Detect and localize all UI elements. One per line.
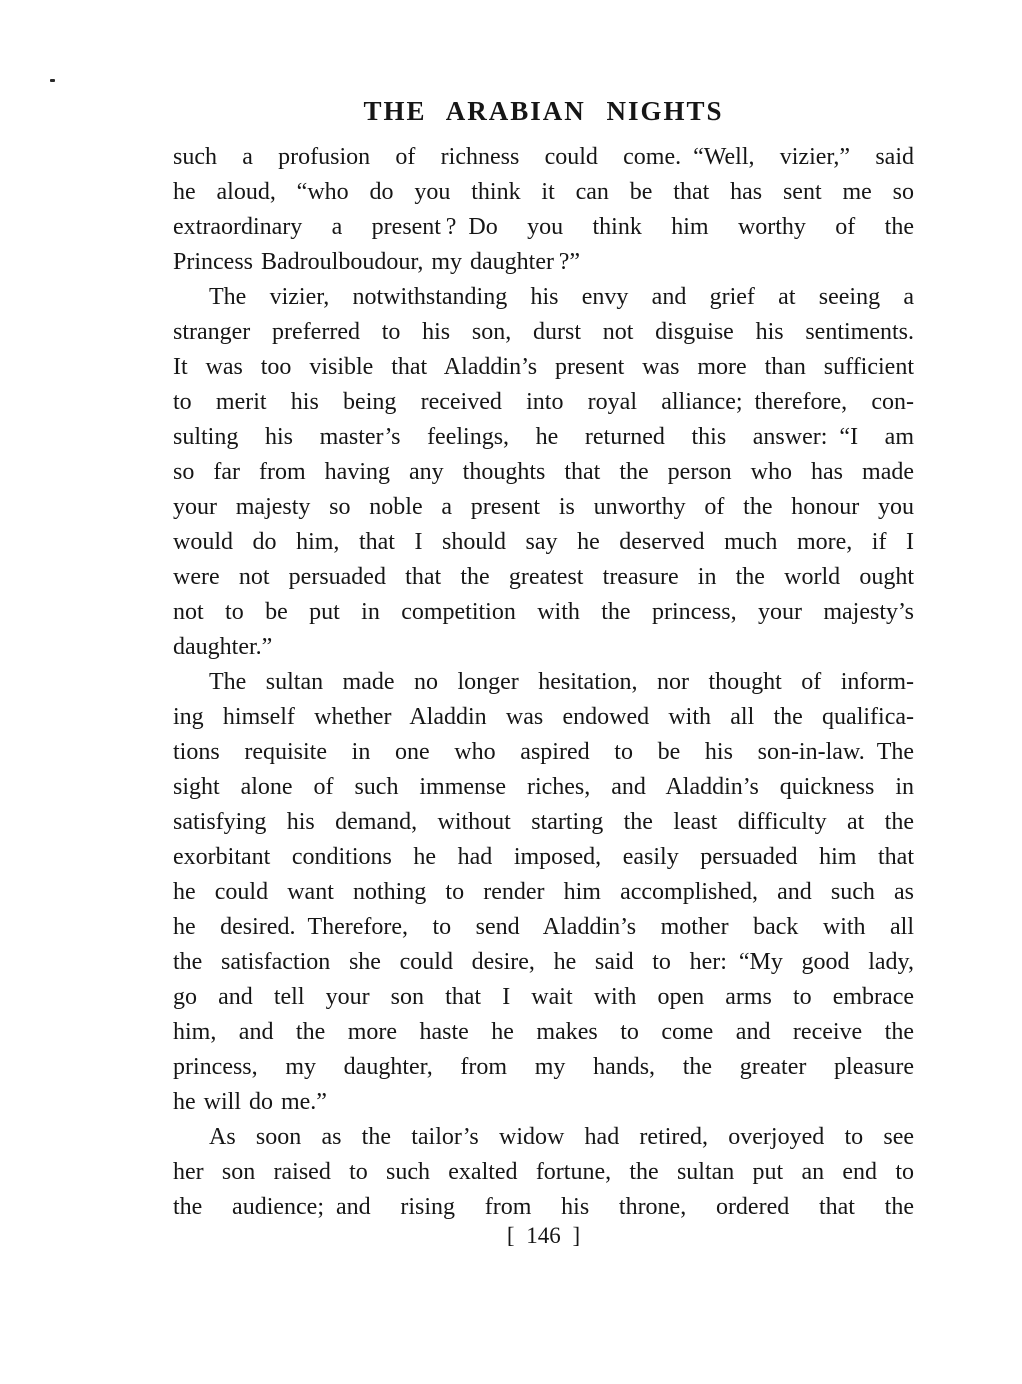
page-number: [ 146 ] bbox=[506, 1223, 581, 1248]
text-line: so far from having any thoughts that the person who has made bbox=[173, 459, 914, 485]
paragraph bbox=[173, 1120, 914, 1225]
text-line: It was too visible that Aladdin’s present was more than sufficient bbox=[173, 354, 914, 380]
text-line: go and tell your son that I wait with open arms to embrace bbox=[173, 984, 914, 1010]
text-line: tions requisite in one who aspired to be his son-in-law. The bbox=[173, 739, 914, 765]
text-line: he could want nothing to render him accomplished, and such as bbox=[173, 879, 914, 905]
page-title: THE ARABIAN NIGHTS bbox=[363, 96, 724, 126]
page-speck-artifact bbox=[50, 79, 55, 82]
text-line: her son raised to such exalted fortune, the sultan put an end to bbox=[173, 1159, 914, 1185]
text-line: daughter.” bbox=[173, 634, 273, 660]
text-line: exorbitant conditions he had imposed, easily persuaded him that bbox=[173, 844, 914, 870]
text-line: stranger preferred to his son, durst not disguise his sentiments. bbox=[173, 319, 914, 345]
text-line: sight alone of such immense riches, and Aladdin’s quickness in bbox=[173, 774, 914, 800]
text-line: As soon as the tailor’s widow had retired, overjoyed to see bbox=[209, 1124, 914, 1150]
text-line: would do him, that I should say he deserved much more, if I bbox=[173, 529, 914, 555]
text-line: The vizier, notwithstanding his envy and grief at seeing a bbox=[209, 284, 914, 310]
text-line: Princess Badroulboudour, my daughter ?” bbox=[173, 249, 581, 275]
paragraph bbox=[173, 280, 914, 665]
text-line: the satisfaction she could desire, he said to her: “My good lady, bbox=[173, 949, 914, 975]
paragraph bbox=[173, 665, 914, 1120]
text-line: he will do me.” bbox=[173, 1089, 327, 1115]
text-line: princess, my daughter, from my hands, the greater pleasure bbox=[173, 1054, 914, 1080]
text-line: such a profusion of richness could come. “Well, vizier,” said bbox=[173, 144, 914, 170]
text-line: not to be put in competition with the princess, your majesty’s bbox=[173, 599, 914, 625]
text-column bbox=[173, 140, 914, 1225]
text-line: sulting his master’s feelings, he returned this answer: “I am bbox=[173, 424, 914, 450]
text-line: were not persuaded that the greatest treasure in the world ought bbox=[173, 564, 914, 590]
text-line: the audience; and rising from his throne, ordered that the bbox=[173, 1194, 914, 1220]
text-line: to merit his being received into royal alliance; therefore, con- bbox=[173, 389, 914, 415]
text-line: him, and the more haste he makes to come and receive the bbox=[173, 1019, 914, 1045]
text-line: he aloud, “who do you think it can be that has sent me so bbox=[173, 179, 914, 205]
text-line: he desired. Therefore, to send Aladdin’s mother back with all bbox=[173, 914, 914, 940]
text-line: extraordinary a present ? Do you think him worthy of the bbox=[173, 214, 914, 240]
text-line: The sultan made no longer hesitation, nor thought of inform- bbox=[209, 669, 914, 695]
text-line: ing himself whether Aladdin was endowed with all the qualifica- bbox=[173, 704, 914, 730]
text-line: your majesty so noble a present is unworthy of the honour you bbox=[173, 494, 914, 520]
text-line: satisfying his demand, without starting the least difficulty at the bbox=[173, 809, 914, 835]
paragraph bbox=[173, 140, 914, 280]
